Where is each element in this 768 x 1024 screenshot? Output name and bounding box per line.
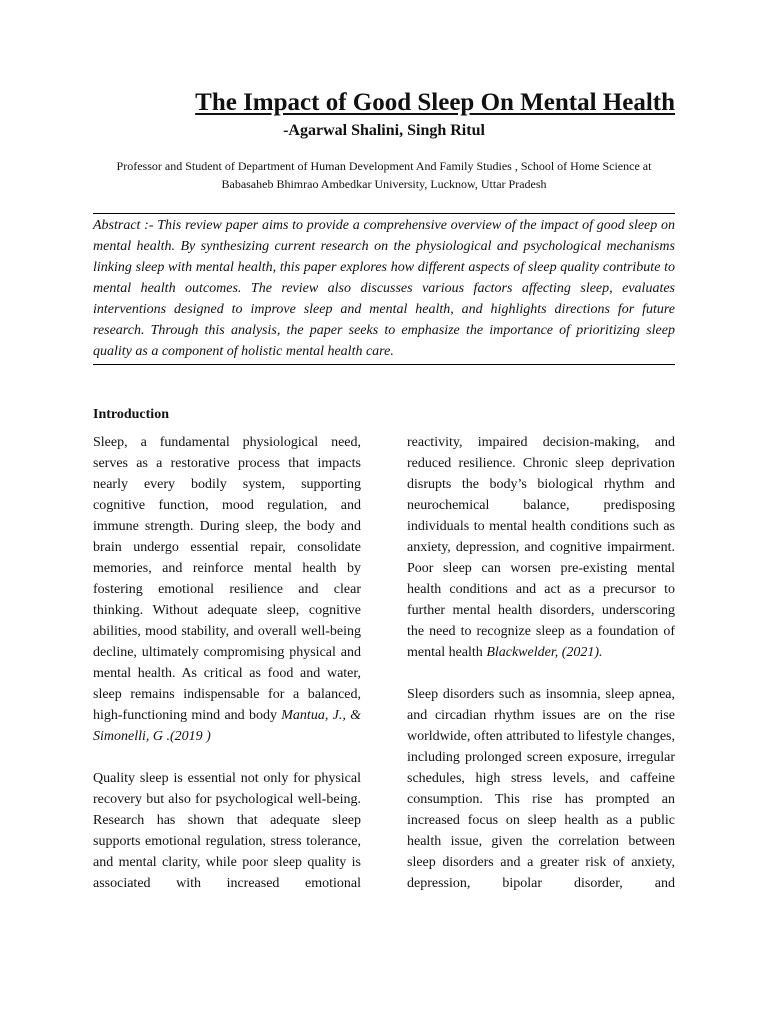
citation: Blackwelder, (2021).	[486, 645, 603, 660]
paragraph	[93, 432, 361, 747]
paragraph	[407, 432, 675, 663]
abstract-block: Abstract :- This review paper aims to provide a comprehensive overview of the impact of good sleep on mental health. By synthesizing current research on the physiological and psychological mechanisms linking sleep with mental health, this paper explores how different aspects of sleep quality contribute to mental health outcomes. The review also discusses various factors affecting sleep, evaluates interventions designed to improve sleep and mental health, and highlights directions for future research. Through this analysis, the paper seeks to emphasize the importance of prioritizing sleep quality as a component of holistic mental health care.	[93, 213, 675, 365]
paragraph: Quality sleep is essential not only for physical recovery but also for psychological well-being. Research has shown that adequate sleep supports emotional regulation, stress tolerance, and mental clarity, while poor sleep quality is associated with increased emotional	[93, 771, 361, 891]
paper-authors: -Agarwal Shalini, Singh Ritul	[283, 122, 485, 139]
citation: Mantua, J., & Simonelli, G .(2019 )	[93, 708, 362, 744]
paragraph-text: Sleep, a fundamental physiological need, serves as a restorative process that impacts nearly every bodily system, supporting cognitive function, mood regulation, and immune strength. During sleep, the body and brain undergo essential repair, consolidate memories, and reinforce mental health by fostering emotional resilience and clear thinking. Without adequate sleep, cognitive abilities, mood stability, and overall well-being decline, ultimately compromising physical and mental health. As critical as food and water, sleep remains indispensable for a balanced, high-functioning mind and body	[93, 435, 361, 723]
author-affiliation	[93, 157, 675, 193]
paper-title: The Impact of Good Sleep On Mental Health	[195, 89, 675, 116]
paragraph-text: reactivity, impaired decision-making, and reduced resilience. Chronic sleep deprivation disrupts the body’s biological rhythm and neurochemical balance, predisposing individuals to mental health conditions such as anxiety, depression, and cognitive impairment. Poor sleep can worsen pre-existing mental health conditions and act as a precursor to further mental health disorders, underscoring the need to recognize sleep as a foundation of mental health	[407, 435, 675, 660]
affiliation-line-2: Babasaheb Bhimrao Ambedkar University, Lucknow, Uttar Pradesh	[221, 177, 547, 191]
affiliation-line-1: Professor and Student of Department of Human Development And Family Studies , School of Home Science at	[116, 159, 652, 173]
section-heading-introduction: Introduction	[93, 407, 169, 422]
paragraph: Sleep disorders such as insomnia, sleep apnea, and circadian rhythm issues are on the rise worldwide, often attributed to lifestyle changes, including prolonged screen exposure, irregular schedules, high stress levels, and caffeine consumption. This rise has prompted an increased focus on sleep health as a public health issue, given the correlation between sleep disorders and a greater risk of anxiety, depression, bipolar disorder, and	[407, 687, 675, 891]
left-column	[93, 432, 361, 894]
right-column	[407, 432, 675, 894]
